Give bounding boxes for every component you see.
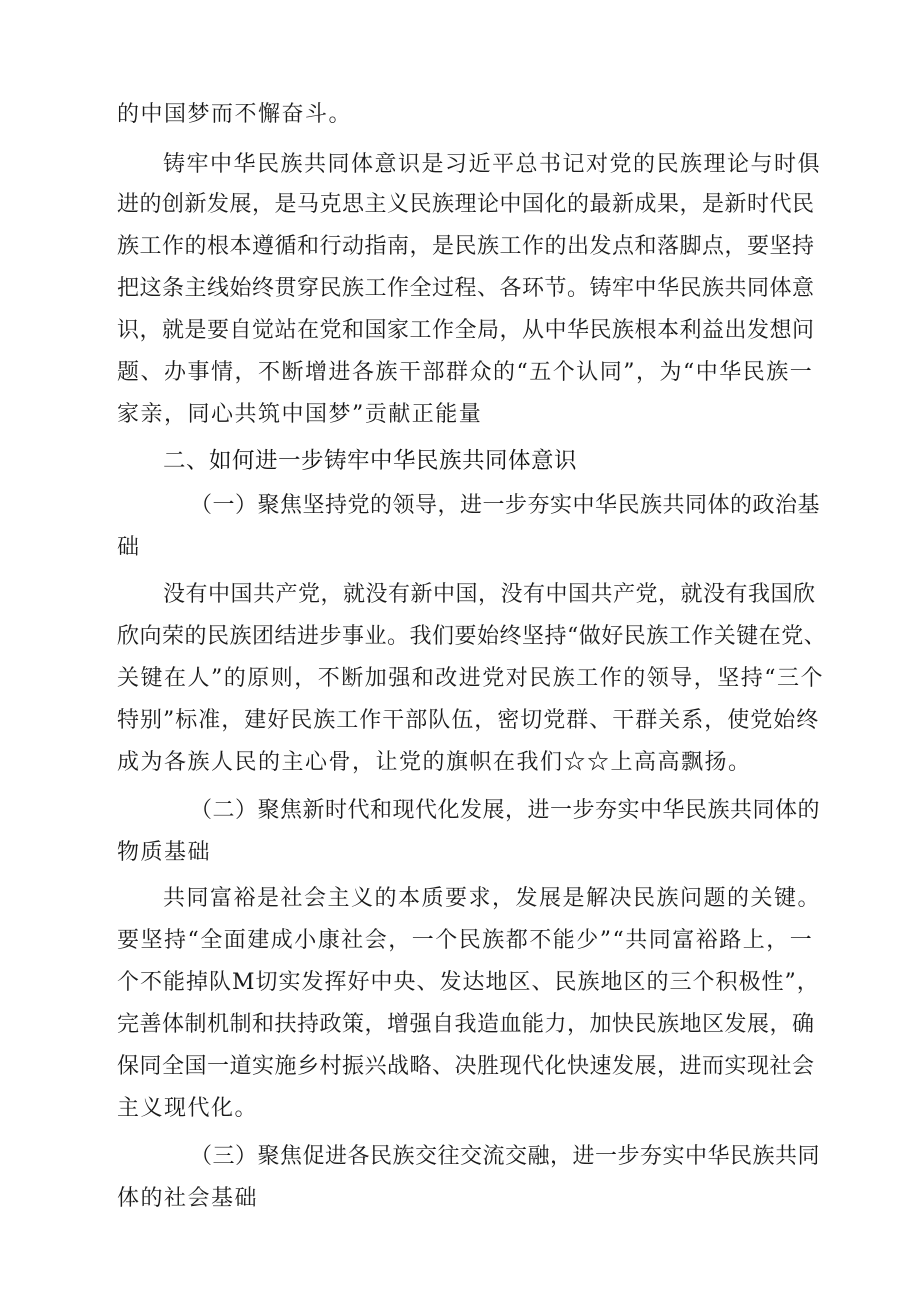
section-heading: 二、如何进一步铸牢中华民族共同体意识 — [163, 448, 578, 474]
paragraph-line: 族工作的根本遵循和行动指南，是民族工作的出发点和落脚点，要坚持 — [117, 234, 815, 259]
paragraph-line: 要坚持“全面建成小康社会，一个民族都不能少”“共同富裕路上，一 — [117, 928, 814, 953]
paragraph-line: 个不能掉队M切实发挥好中央、发达地区、民族地区的三个积极性”， — [117, 970, 820, 995]
subsection-heading: （二）聚焦新时代和现代化发展，进一步夯实中华民族共同体的 — [190, 798, 821, 823]
paragraph-line: 关键在人”的原则，不断加强和改进党对民族工作的领导，坚持“三个 — [117, 666, 824, 691]
paragraph-line: 欣向荣的民族团结进步事业。我们要始终坚持“做好民族工作关键在党、 — [117, 624, 827, 649]
paragraph-line: 识，就是要自觉站在党和国家工作全局，从中华民族根本利益出发想问 — [117, 318, 815, 343]
subsection-heading: （三）聚焦促进各民族交往交流交融，进一步夯实中华民族共同 — [190, 1144, 821, 1169]
paragraph-line: 特别”标准，建好民族工作干部队伍，密切党群、干群关系，使党始终 — [117, 708, 820, 733]
paragraph-line: 把这条主线始终贯穿民族工作全过程、各环节。铸牢中华民族共同体意 — [117, 276, 815, 301]
paragraph-line: 没有中国共产党，就没有新中国，没有中国共产党，就没有我国欣 — [163, 582, 816, 607]
subsection-heading: 础 — [117, 535, 141, 560]
paragraph-line: 主义现代化。 — [117, 1096, 259, 1121]
paragraph-line: 成为各族人民的主心骨，让党的旗帜在我们☆☆上高高飘扬。 — [117, 750, 752, 775]
subsection-heading: 物质基础 — [117, 840, 212, 865]
paragraph-line: 铸牢中华民族共同体意识是习近平总书记对党的民族理论与时俱 — [163, 152, 822, 177]
paragraph-line: 完善体制机制和扶持政策，增强自我造血能力，加快民族地区发展，确 — [117, 1012, 815, 1037]
paragraph-line: 保同全国一道实施乡村振兴战略、决胜现代化快速发展，进而实现社会 — [117, 1054, 815, 1079]
paragraph-line: 共同富裕是社会主义的本质要求，发展是解决民族问题的关键。 — [163, 886, 822, 911]
subsection-heading: 体的社会基础 — [117, 1186, 259, 1211]
paragraph-line: 题、办事情，不断增进各族干部群众的“五个认同”，为“中华民族一 — [117, 360, 814, 385]
paragraph-line: 家亲，同心共筑中国梦”贡献正能量 — [117, 402, 483, 427]
paragraph-line: 进的创新发展，是马克思主义民族理论中国化的最新成果，是新时代民 — [117, 192, 815, 217]
paragraph-line: 的中国梦而不懈奋斗。 — [117, 102, 353, 127]
subsection-heading: （一）聚焦坚持党的领导，进一步夯实中华民族共同体的政治基 — [190, 493, 821, 518]
